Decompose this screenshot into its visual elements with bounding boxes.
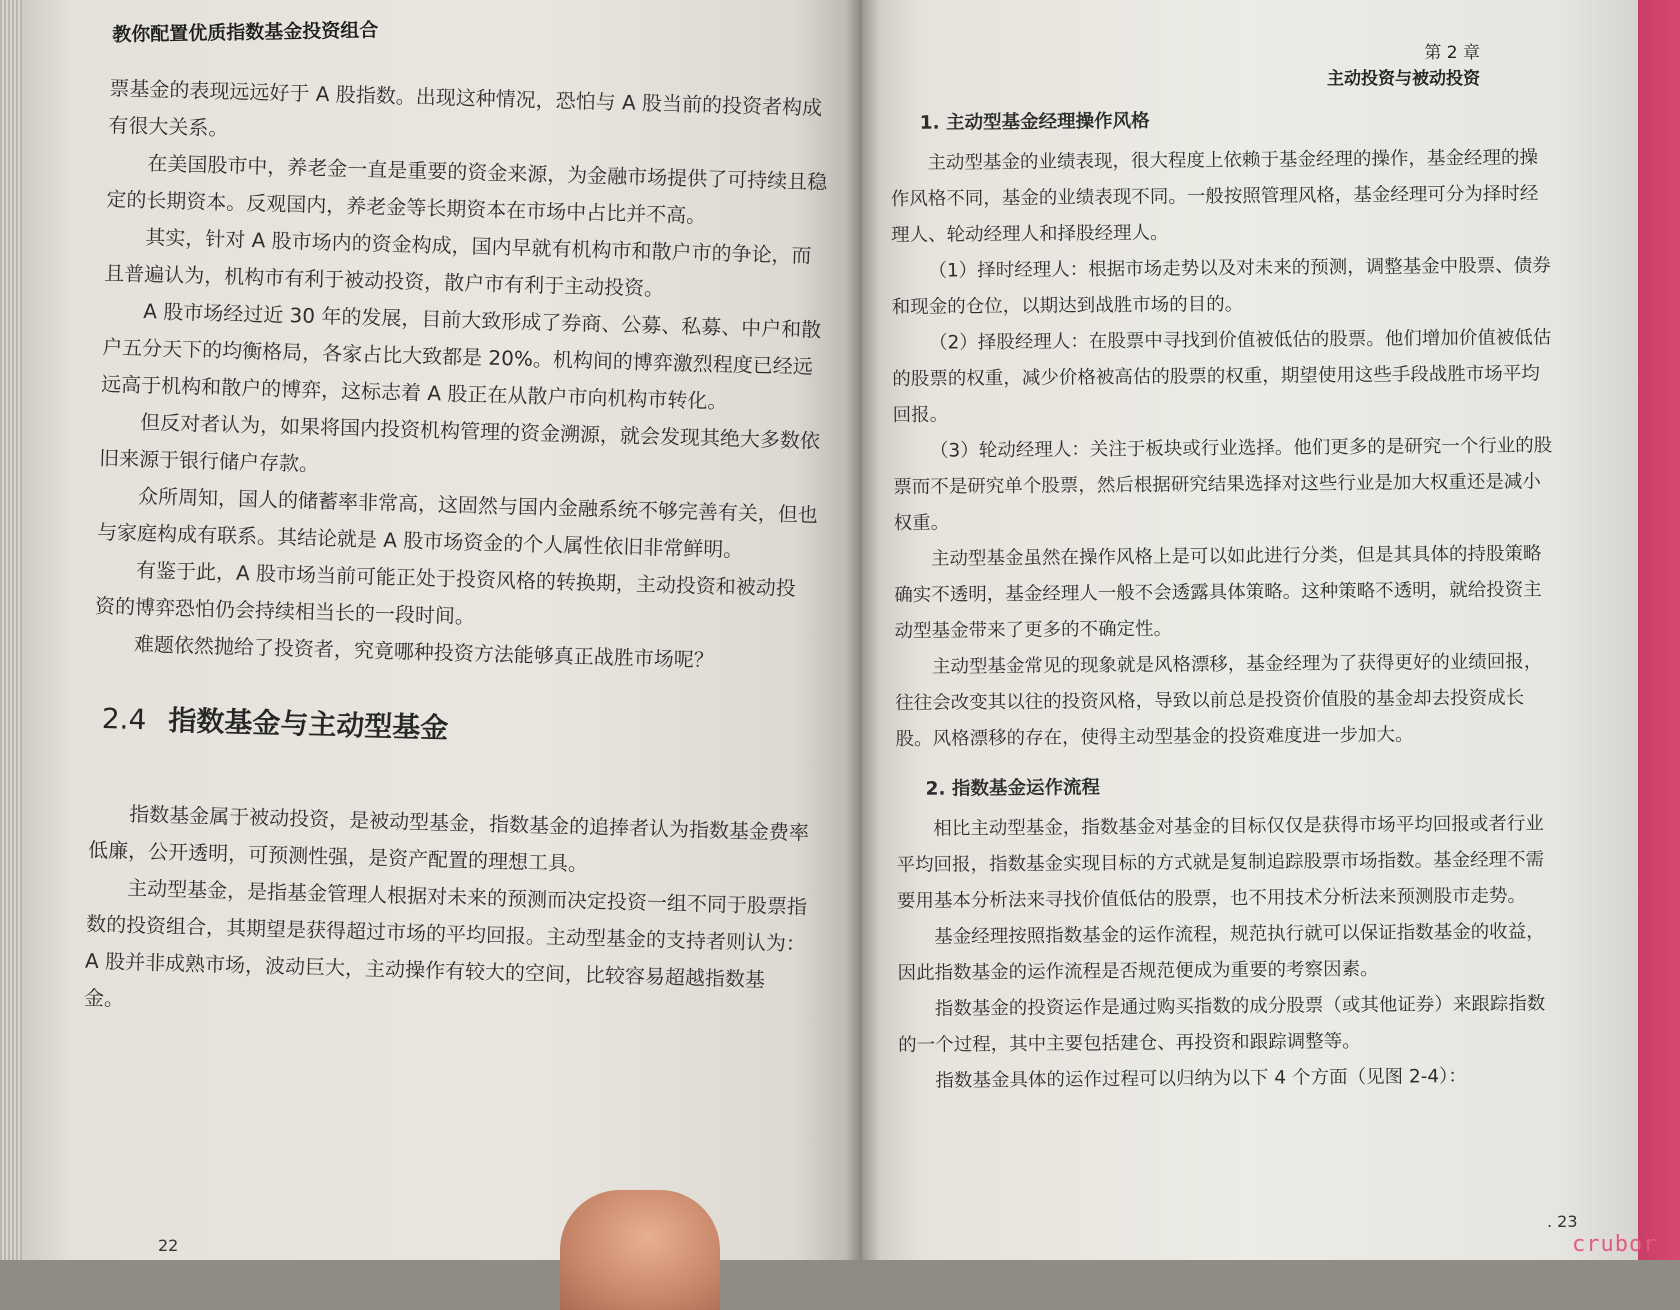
page-stack-edge	[0, 0, 22, 1260]
paragraph: 有鉴于此，A 股市场当前可能正处于投资风格的转换期，主动投资和被动投资的博弈恐怕仍会持续相当长的一段时间。	[94, 557, 797, 629]
paragraph: 主动型基金常见的现象就是风格漂移，基金经理为了获得更好的业绩回报，往往会改变其以往的投资风格，导致以前总是投资价值股的基金却去投资成长股。风格漂移的存在，使得主动型基金的投资难度进一步加大。	[895, 651, 1543, 750]
paragraph: 主动型基金，是指基金管理人根据对未来的预测而决定投资一组不同于股票指数的投资组合，其期望是获得超过市场的平均回报。主动型基金的支持者则认为：A 股并非成熟市场，波动巨大，主动操作有较大的空间，比较容易超越指数基金。	[83, 875, 808, 1011]
paragraph: 在美国股市中，养老金一直是重要的资金来源，为金融市场提供了可持续且稳定的长期资本。反观国内，养老金等长期资本在市场中占比并不高。	[106, 151, 828, 228]
paragraph: 指数基金的投资运作是通过购买指数的成分股票（或其他证券）来跟踪指数的一个过程，其中主要包括建仓、再投资和跟踪调整等。	[898, 993, 1546, 1056]
paragraph: A 股市场经过近 30 年的发展，目前大致形成了券商、公募、私募、中户和散户五分天下的均衡格局，各家占比大致都是 20%。机构间的博弈激烈程度已经远远高于机构和散户的博弈，这标志着 A 股正在从散户市向机构市转化。	[100, 299, 822, 414]
pink-background-edge	[1638, 0, 1680, 1260]
left-page-body	[84, 70, 830, 1037]
paragraph: 指数基金具体的运作过程可以归纳为以下 4 个方面（见图 2-4）：	[935, 1066, 1467, 1092]
paragraph: 主动型基金的业绩表现，很大程度上依赖于基金经理的操作，基金经理的操作风格不同，基金的业绩表现不同。一般按照管理风格，基金经理可分为择时经理人、轮动经理人和择股经理人。	[890, 147, 1539, 246]
left-running-head: 教你配置优质指数基金投资组合	[112, 19, 379, 46]
paragraph: 主动型基金虽然在操作风格上是可以如此进行分类，但是其具体的持股策略确实不透明，基金经理人一般不会透露具体策略。这种策略不透明，就给投资主动型基金带来了更多的不确定性。	[894, 543, 1542, 642]
right-page-body	[890, 100, 1559, 1100]
chapter-label: 第 2 章	[1424, 43, 1480, 63]
section-heading	[101, 700, 812, 757]
section-number: 2.4	[101, 702, 147, 737]
subsection-heading: 1. 主动型基金经理操作风格	[919, 110, 1150, 134]
paragraph: 但反对者认为，如果将国内投资机构管理的资金溯源，就会发现其绝大多数依旧来源于银行储户存款。	[98, 409, 821, 476]
section-title: 指数基金与主动型基金	[167, 703, 449, 745]
paragraph: （2）择股经理人：在股票中寻找到价值被低估的股票。他们增加价值被低估的股票的权重，减少价格被高估的股票的权重，期望使用这些手段战胜市场平均回报。	[892, 327, 1552, 426]
paragraph: 基金经理按照指数基金的运作流程，规范执行就可以保证指数基金的收益，因此指数基金的运作流程是否规范便成为重要的考察因素。	[897, 921, 1545, 984]
paragraph: 难题依然抛给了投资者，究竟哪种投资方法能够真正战胜市场呢？	[133, 631, 715, 673]
right-page-number: . 23	[1547, 1212, 1578, 1231]
watermark: crubor	[1572, 1232, 1658, 1257]
right-running-head	[1327, 40, 1480, 92]
paragraph: （3）轮动经理人：关注于板块或行业选择。他们更多的是研究一个行业的股票而不是研究单个股票，然后根据研究结果选择对这些行业是加大权重还是减小权重。	[893, 435, 1553, 534]
thumb	[560, 1190, 720, 1310]
left-page-number: 22	[158, 1236, 179, 1255]
paragraph: 其实，针对 A 股市场内的资金构成，国内早就有机构市和散户市的争论，而且普遍认为，机构市有利于被动投资，散户市有利于主动投资。	[103, 225, 812, 301]
paragraph: （1）择时经理人：根据市场走势以及对未来的预测，调整基金中股票、债券和现金的仓位，以期达到战胜市场的目的。	[891, 255, 1551, 318]
paragraph: 相比主动型基金，指数基金对基金的目标仅仅是获得市场平均回报或者行业平均回报，指数基金实现目标的方式就是复制追踪股票市场指数。基金经理不需要用基本分析法来寻找价值低估的股票，也不用技术分析法来预测股市走势。	[896, 813, 1545, 912]
book-gutter	[846, 0, 880, 1260]
subsection-heading: 2. 指数基金运作流程	[925, 777, 1100, 800]
paragraph: 票基金的表现远远好于 A 股指数。出现这种情况，恐怕与 A 股当前的投资者构成有很大关系。	[108, 75, 823, 141]
paragraph: 指数基金属于被动投资，是被动型基金，指数基金的追捧者认为指数基金费率低廉，公开透明，可预测性强，是资产配置的理想工具。	[87, 801, 810, 876]
paragraph: 众所周知，国人的储蓄率非常高，这固然与国内金融系统不够完善有关，但也与家庭构成有联系。其结论就是 A 股市场资金的个人属性依旧非常鲜明。	[96, 483, 819, 562]
chapter-title: 主动投资与被动投资	[1327, 69, 1480, 89]
